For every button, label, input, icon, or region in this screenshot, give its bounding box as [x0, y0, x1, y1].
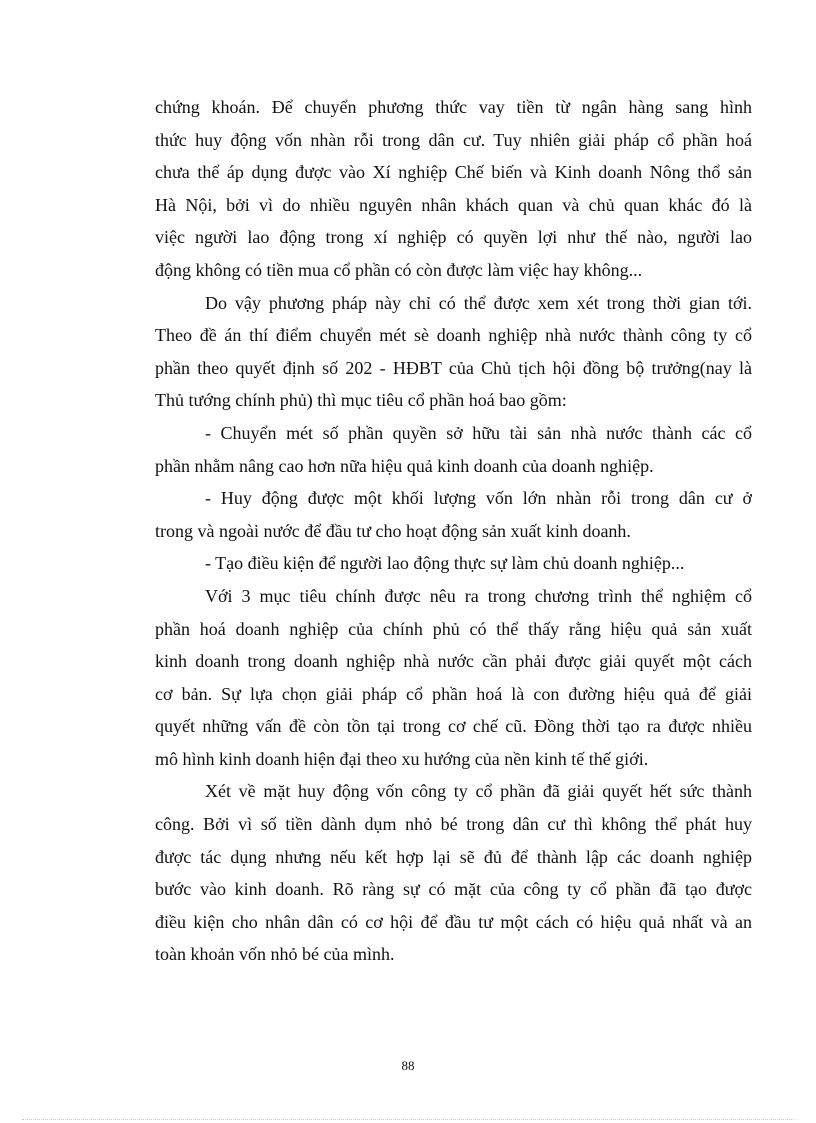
text-line: điều kiện cho nhân dân có cơ hội để đầu tư một cách có hiệu quả nhất và an — [155, 911, 752, 932]
text-line: bước vào kinh doanh. Rõ ràng sự có mặt của công ty cổ phần đã tạo được — [155, 879, 752, 900]
text-line: mô hình kinh doanh hiện đại theo xu hướng của nền kinh tế thế giới. — [155, 748, 649, 769]
body-text — [155, 91, 752, 971]
text-line: Với 3 mục tiêu chính được nêu ra trong chương trình thể nghiệm cổ — [205, 585, 752, 606]
text-line: phần nhằm nâng cao hơn nữa hiệu quả kinh doanh của doanh nghiệp. — [155, 455, 654, 476]
text-line: - Huy động được một khối lượng vốn lớn nhàn rỗi trong dân cư ở — [205, 488, 752, 509]
paragraph — [155, 775, 752, 971]
text-line: chưa thể áp dụng được vào Xí nghiệp Chế biến và Kinh doanh Nông thổ sản — [155, 162, 752, 183]
text-line: động không có tiền mua cổ phần có còn được làm việc hay không... — [155, 259, 643, 280]
paragraph — [155, 91, 752, 287]
text-line: phần hoá doanh nghiệp của chính phủ có thể thấy rằng hiệu quả sản xuất — [155, 618, 752, 639]
text-line: kinh doanh trong doanh nghiệp nhà nước cần phải được giải quyết một cách — [155, 651, 752, 672]
text-line: công. Bởi vì số tiền dành dụm nhỏ bé trong dân cư thì không thể phát huy — [155, 814, 752, 835]
text-line: cơ bản. Sự lựa chọn giải pháp cổ phần hoá là con đường hiệu quả để giải — [155, 683, 752, 704]
text-line: Xét về mặt huy động vốn công ty cổ phần đã giải quyết hết sức thành — [205, 781, 752, 802]
text-line: quyết những vấn đề còn tồn tại trong cơ chế cũ. Đồng thời tạo ra được nhiều — [155, 716, 752, 737]
paragraph — [155, 580, 752, 776]
text-line: được tác dụng nhưng nếu kết hợp lại sẽ đủ để thành lập các doanh nghiệp — [155, 846, 752, 867]
page-number: 88 — [401, 1058, 415, 1073]
text-line: Hà Nội, bởi vì do nhiều nguyên nhân khách quan và chủ quan khác đó là — [155, 194, 752, 215]
text-line: việc người lao động trong xí nghiệp có quyền lợi như thế nào, người lao — [155, 227, 752, 248]
paragraph — [155, 287, 752, 417]
text-line: - Chuyển mét số phần quyền sở hữu tài sản nhà nước thành các cổ — [205, 422, 752, 443]
text-line: Theo đề án thí điểm chuyển mét sè doanh nghiệp nhà nước thành công ty cổ — [155, 325, 752, 346]
text-line: Do vậy phương pháp này chỉ có thể được xem xét trong thời gian tới. — [205, 292, 752, 313]
text-line: thức huy động vốn nhàn rỗi trong dân cư. Tuy nhiên giải pháp cổ phần hoá — [155, 129, 752, 150]
page-bottom-edge — [22, 1119, 794, 1120]
paragraph — [155, 482, 752, 547]
text-line: Thủ tướng chính phủ) thì mục tiêu cổ phần hoá bao gồm: — [155, 390, 567, 411]
text-line: phần theo quyết định số 202 - HĐBT của Chủ tịch hội đồng bộ trưởng(nay là — [155, 357, 752, 378]
text-line: trong và ngoài nước để đầu tư cho hoạt động sản xuất kinh doanh. — [155, 520, 631, 541]
text-line: toàn khoản vốn nhỏ bé của mình. — [155, 944, 395, 965]
text-line: - Tạo điều kiện để người lao động thực sự làm chủ doanh nghiệp... — [205, 553, 685, 574]
text-line: chứng khoán. Để chuyển phương thức vay tiền từ ngân hàng sang hình — [155, 97, 752, 117]
paragraph — [155, 547, 752, 580]
paragraph — [155, 417, 752, 482]
